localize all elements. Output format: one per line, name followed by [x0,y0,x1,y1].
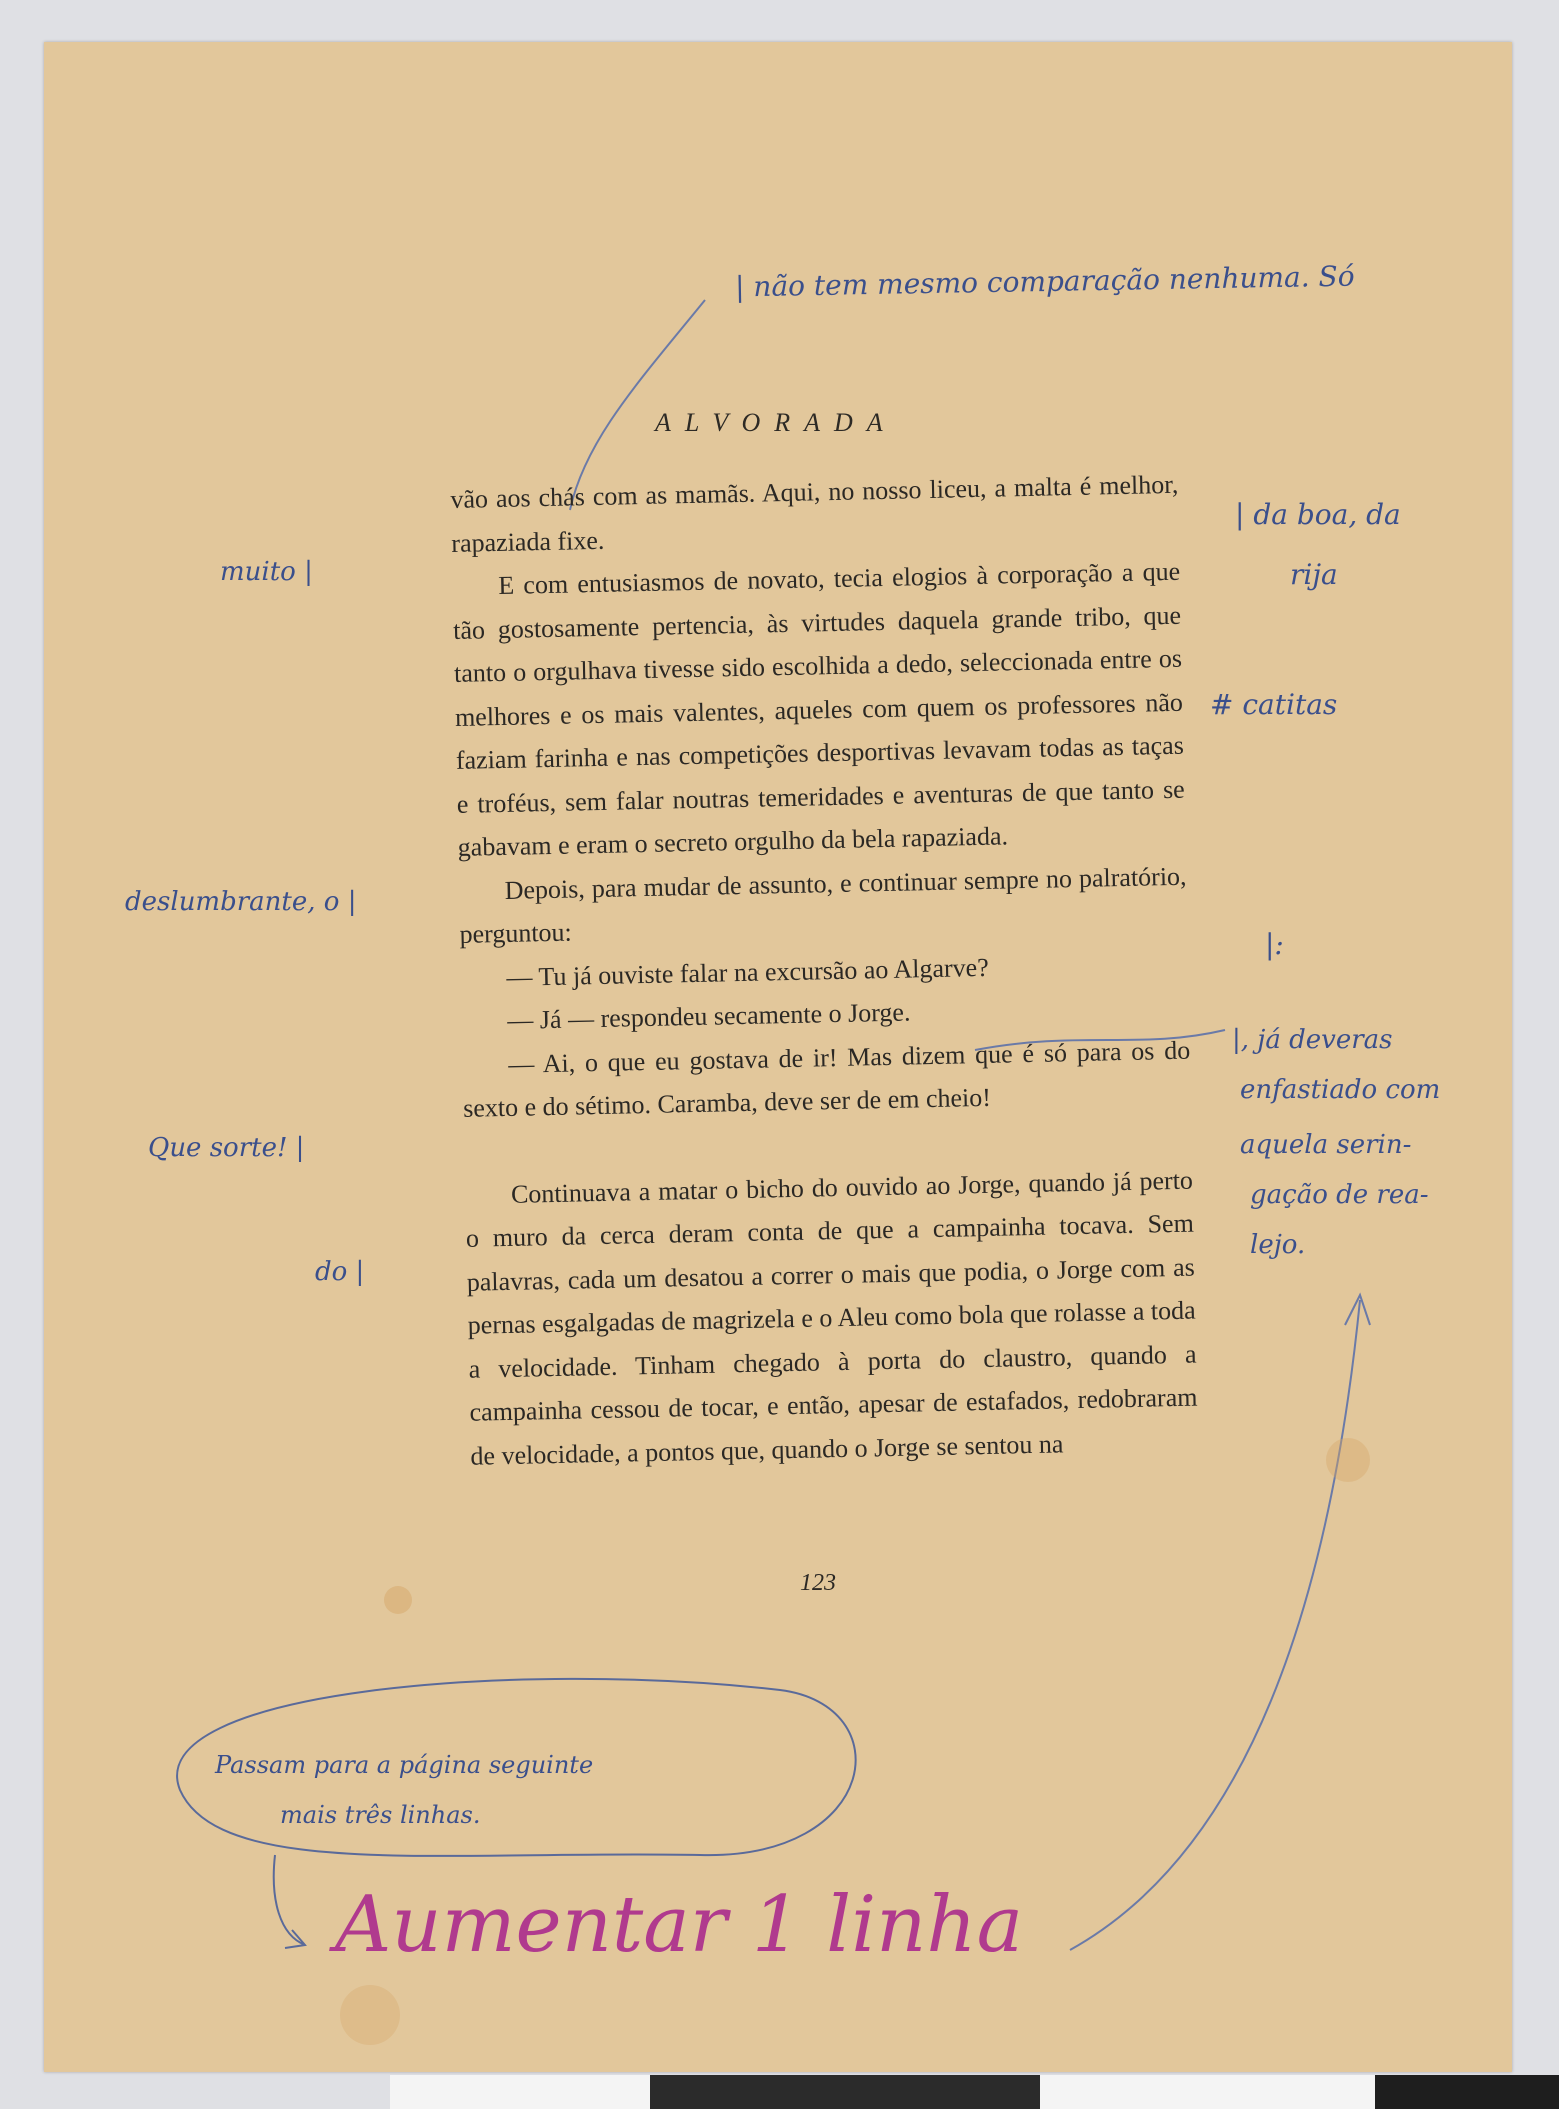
handwritten-serin: aquela serin- [1240,1130,1412,1160]
handwritten-rija: rija [1290,558,1338,591]
handwritten-oval-line-1: Passam para a página seguinte [215,1751,594,1779]
handwritten-insert-top: | não tem mesmo comparação nenhuma. Só [734,259,1355,304]
handwritten-aumentar-linha: Aumentar 1 linha [335,1880,1024,1970]
paragraph: Depois, para mudar de assunto, e continuar sempre no palratório, perguntou: [459,861,1187,949]
printed-text-block [450,463,1199,1478]
stain-spot-2 [1326,1438,1370,1482]
page-number: 123 [800,1570,836,1596]
stain-spot-3 [340,1985,400,2045]
handwritten-deslumbrante: deslumbrante, o | [125,887,357,917]
stain-spot-1 [384,1586,412,1614]
handwritten-que-sorte: Que sorte! | [148,1133,305,1163]
oval-down-arrow [274,1855,305,1948]
handwritten-gacao: gação de rea- [1250,1180,1429,1210]
paragraph: — Ai, o que eu gostava de ir! Mas dizem que é só para os do sexto e do sétimo. Caramba, deve ser de em cheio! [462,1035,1191,1123]
paragraph: — Tu já ouviste falar na excursão ao Algarve? [506,952,989,992]
handwritten-lejo: lejo. [1250,1230,1306,1260]
handwritten-da-boa: | da boa, da [1235,498,1401,531]
paragraph: vão aos chás com as mamãs. Aqui, no nosso liceu, a malta é melhor, rapaziada fixe. [450,469,1179,558]
paragraph: — Já — respondeu secamente o Jorge. [507,997,911,1035]
handwritten-ja-deveras: |, já deveras [1232,1025,1393,1055]
handwritten-enfastiado: enfastiado com [1240,1075,1441,1105]
handwritten-oval-line-2: mais três linhas. [280,1801,481,1829]
running-head: ALVORADA [655,408,897,437]
paragraph: E com entusiasmos de novato, tecia elogios à corporação a que tão gostosamente pertencia, às virtudes daquela grande tribo, que tanto o orgulhava tivesse sido escolhida a dedo, seleccionada entre os melhores e os mais valentes, aqueles com quem os professores não faziam farinha e nas competições desportivas levavam todas as taças e troféus, sem falar noutras temeridades e aventuras de que tanto se gabavam e eram o secreto orgulho da bela rapaziada. [452,556,1185,862]
handwritten-catitas: # catitas [1210,688,1338,721]
handwritten-muito: muito | [220,557,313,587]
handwritten-colon: |: [1265,928,1284,961]
handwritten-do: do | [315,1257,365,1287]
paragraph: Continuava a matar o bicho do ouvido ao Jorge, quando já perto o muro da cerca deram conta de que a campainha tocava. Sem palavras, cada um desatou a correr o mais que podia, o Jorge com as pernas esgalgadas de magrizela e o Aleu como bola que rolasse a toda a velocidade. Tinham chegado à porta do claustro, quando a campainha cessou de tocar, e então, apesar de estafados, redobraram de velocidade, a pontos que, quando o Jorge se sentou na [465,1165,1198,1471]
